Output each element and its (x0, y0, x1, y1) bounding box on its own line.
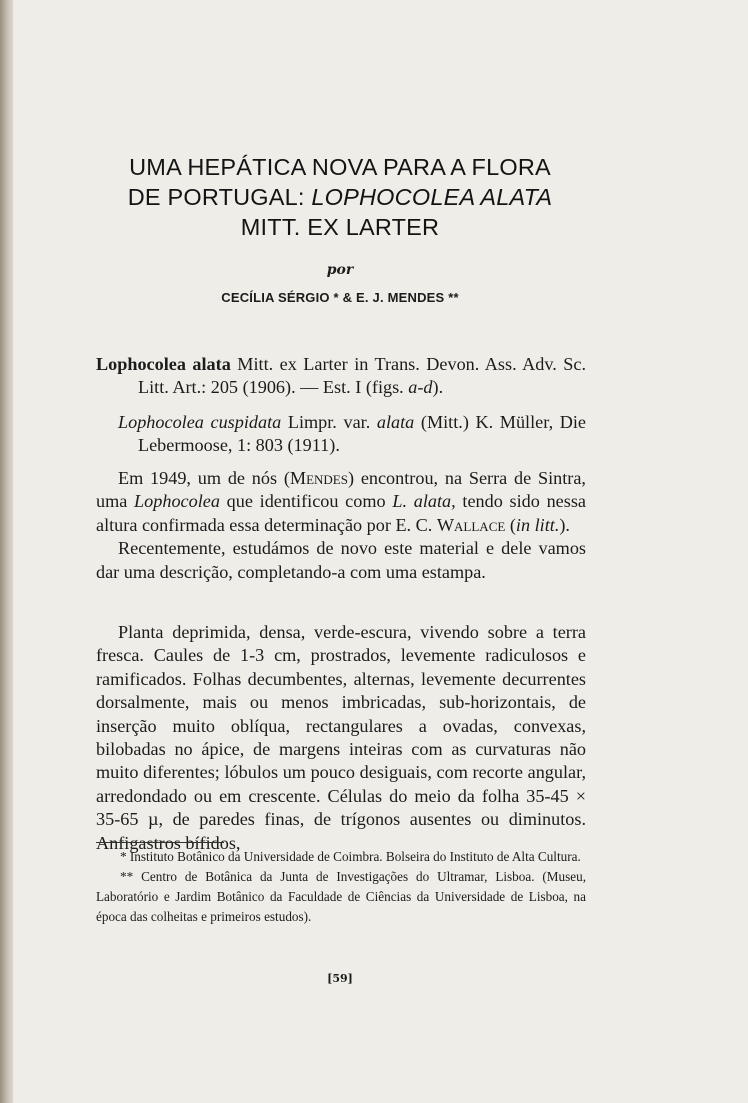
paragraph-1-text-b: ) encontrou, na Serra de Sintra, uma (96, 468, 586, 512)
reference-2 (96, 411, 586, 458)
paragraph-1-text-f: ). (559, 514, 570, 535)
species-name: L. alata, (392, 491, 456, 512)
reference-1-figs: a-d (408, 377, 433, 398)
footnote-2: ** Centro de Botânica da Junta de Investigações do Ultramar, Lisboa. (Museu, Laboratório e Jardim Botânico da Faculdade de Ciências da Universidade de Lisboa, na época das colheitas e primeiros estudos). (96, 869, 586, 924)
genus-name: Lophocolea (134, 491, 220, 512)
paragraph-1-text-c: que identificou como (219, 491, 393, 512)
byline-authors: CECÍLIA SÉRGIO * & E. J. MENDES ** (221, 290, 459, 305)
in-litt: in litt. (515, 514, 560, 535)
reference-2-text-2: (Mitt.) K. Müller, Die Lebermoose, 1: 803 (1911). (138, 412, 586, 456)
reference-1-name: Lophocolea alata (96, 354, 231, 374)
title-line-1: UMA HEPÁTICA NOVA PARA A FLORA (129, 154, 551, 180)
page-number: [59] (327, 972, 353, 985)
paragraph-recent-study: Recentemente, estudámos de novo este material e dele vamos dar uma descrição, completando-a com uma estampa. (96, 538, 586, 582)
reference-1 (96, 353, 586, 400)
paragraph-1-text-a: Em 1949, um de nós ( (118, 468, 290, 488)
title-line-3: MITT. EX LARTER (240, 214, 440, 240)
description-text: Planta deprimida, densa, verde-escura, vivendo sobre a terra fresca. Caules de 1-3 cm, prostrados, levemente radiculosos e ramificados. Folhas decumbentes, alternas, levemente decurrentes dorsalmente, mais ou menos imbricadas, sub-horizontais, de inserção muito oblíqua, rectangulares a ovadas, convexas, bilobadas no ápice, de margens inteiras com as curvaturas não muito diferentes; lóbulos um pouco desiguais, com recorte angular, arredondado ou em crescente. Células do meio da folha 35-45 × 35-65 µ, de paredes finas, de trígonos ausentes ou diminutos. Anfigastros bífidos, (96, 622, 586, 853)
byline-por: por (326, 262, 354, 278)
reference-2-variety: alata (376, 412, 415, 432)
title-line-2-prefix: DE PORTUGAL: (127, 184, 312, 210)
paragraph-description (96, 621, 586, 855)
reference-2-name: Lophocolea cuspidata (118, 412, 282, 432)
paragraph-history (96, 467, 586, 584)
title-species-name: LOPHOCOLEA ALATA (311, 184, 553, 210)
reference-1-end: ). (432, 377, 444, 398)
footnotes (96, 847, 586, 927)
reference-1-text: Mitt. ex Larter in Trans. Devon. Ass. Adv. Sc. Litt. Art.: 205 (1906). — Est. I (figs. (138, 354, 587, 398)
paragraph-1-text-e: ( (505, 514, 516, 535)
author-name-mendes: Mendes (289, 468, 348, 488)
book-binding-edge (0, 0, 13, 1103)
footnote-1: * Instituto Botânico da Universidade de Coimbra. Bolseira do Instituto de Alta Cultura. (120, 849, 581, 864)
paragraph-1-text-d: tendo sido nessa altura confirmada essa determinação por E. C. (96, 491, 586, 535)
article-title (60, 152, 620, 242)
title-line-2 (60, 182, 620, 212)
reference-2-text-1: Limpr. var. (281, 412, 377, 432)
author-name-wallace: Wallace (436, 514, 506, 535)
footnote-rule (96, 842, 224, 843)
